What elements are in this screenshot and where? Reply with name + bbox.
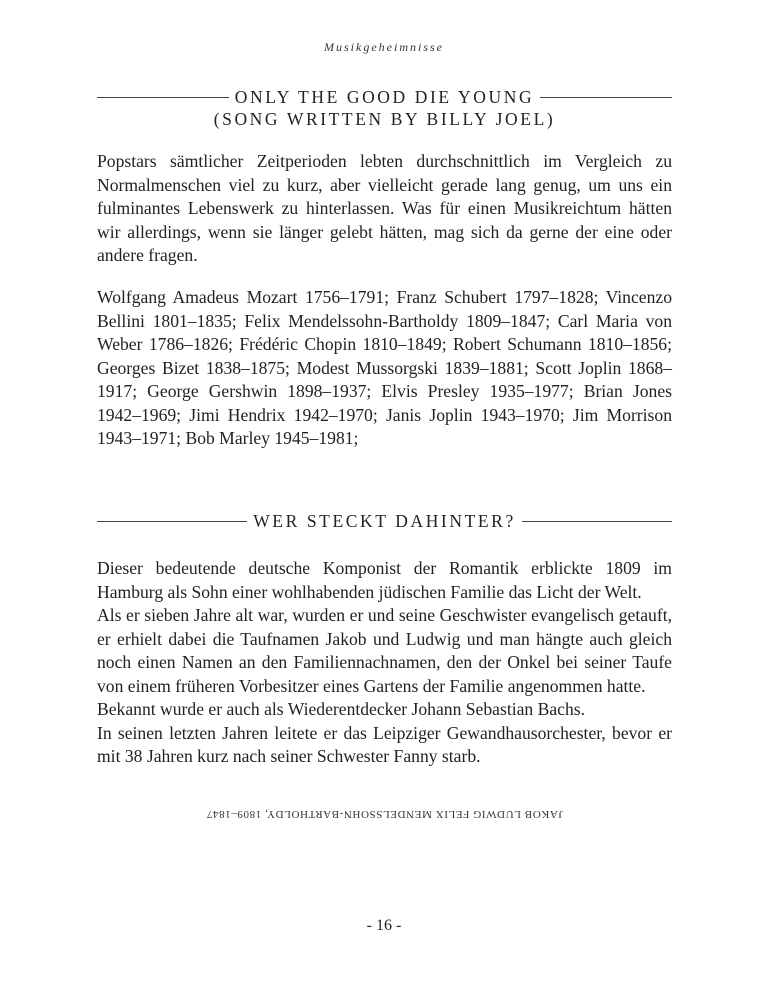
riddle-paragraph: Als er sieben Jahre alt war, wurden er und seine Geschwister evangelisch getauft, er erhielt dabei die Taufnamen Jakob und Ludwig und man hängte auch gleich noch einen Namen an den Familiennachnamen, den der Onkel bei seiner Taufe von einem früheren Vorbesitzer eines Gartens der Familie angenommen hatte. <box>97 605 672 696</box>
heading-title: ONLY THE GOOD DIE YOUNG <box>234 87 535 107</box>
running-head: Musikgeheimnisse <box>324 40 444 54</box>
heading-rule-right <box>540 97 672 98</box>
heading-line <box>97 510 672 532</box>
section-heading-wer-steckt-dahinter <box>97 510 672 532</box>
intro-paragraph: Popstars sämtlicher Zeitperioden lebten durchschnittlich im Vergleich zu Normalmenschen viel zu kurz, aber vielleicht gerade lang genug, um uns ein fulminantes Lebenswerk zu hinterlassen. Was für einen Musikreichtum hätten wir allerdings, wenn sie länger gelebt hätten, mag sich da gerne der eine oder andere fragen. <box>97 151 672 265</box>
composer-lifespans-list: Wolfgang Amadeus Mozart 1756–1791; Franz Schubert 1797–1828; Vincenzo Bellini 1801–1835; Felix Mendelssohn-Bartholdy 1809–1847; Carl Maria von Weber 1786–1826; Frédéric Chopin 1810–1849; Robert Schumann 1810–1856; Georges Bizet 1838–1875; Modest Mussorgski 1839–1881; Scott Joplin 1868–1917; George Gershwin 1898–1937; Elvis Presley 1935–1977; Brian Jones 1942–1969; Jimi Hendrix 1942–1970; Janis Joplin 1943–1970; Jim Morrison 1943–1971; Bob Marley 1945–1981; <box>97 287 672 448</box>
riddle-text <box>97 557 672 769</box>
riddle-paragraph: Dieser bedeutende deutsche Komponist der Romantik erblickte 1809 im Hamburg als Sohn einer wohlhabenden jüdischen Familie das Licht der Welt. <box>97 558 672 602</box>
heading-rule-left <box>97 97 229 98</box>
heading-title: WER STECKT DAHINTER? <box>253 511 516 531</box>
riddle-paragraph: Bekannt wurde er auch als Wiederentdecker Johann Sebastian Bachs. <box>97 699 585 719</box>
heading-rule-right <box>522 521 672 522</box>
page-number: - 16 - <box>366 917 402 934</box>
upside-down-answer: JAKOB LUDWIG FELIX MENDELSSOHN-BARTHOLDY, 1809–1847 <box>206 808 563 820</box>
heading-rule-left <box>97 521 247 522</box>
riddle-paragraph: In seinen letzten Jahren leitete er das Leipziger Gewandhausorchester, bevor er mit 38 Jahren kurz nach seiner Schwester Fanny starb. <box>97 722 672 766</box>
section-heading-only-the-good-die-young <box>97 86 672 130</box>
heading-line <box>97 86 672 108</box>
heading-subtitle: (SONG WRITTEN BY BILLY JOEL) <box>213 109 556 129</box>
